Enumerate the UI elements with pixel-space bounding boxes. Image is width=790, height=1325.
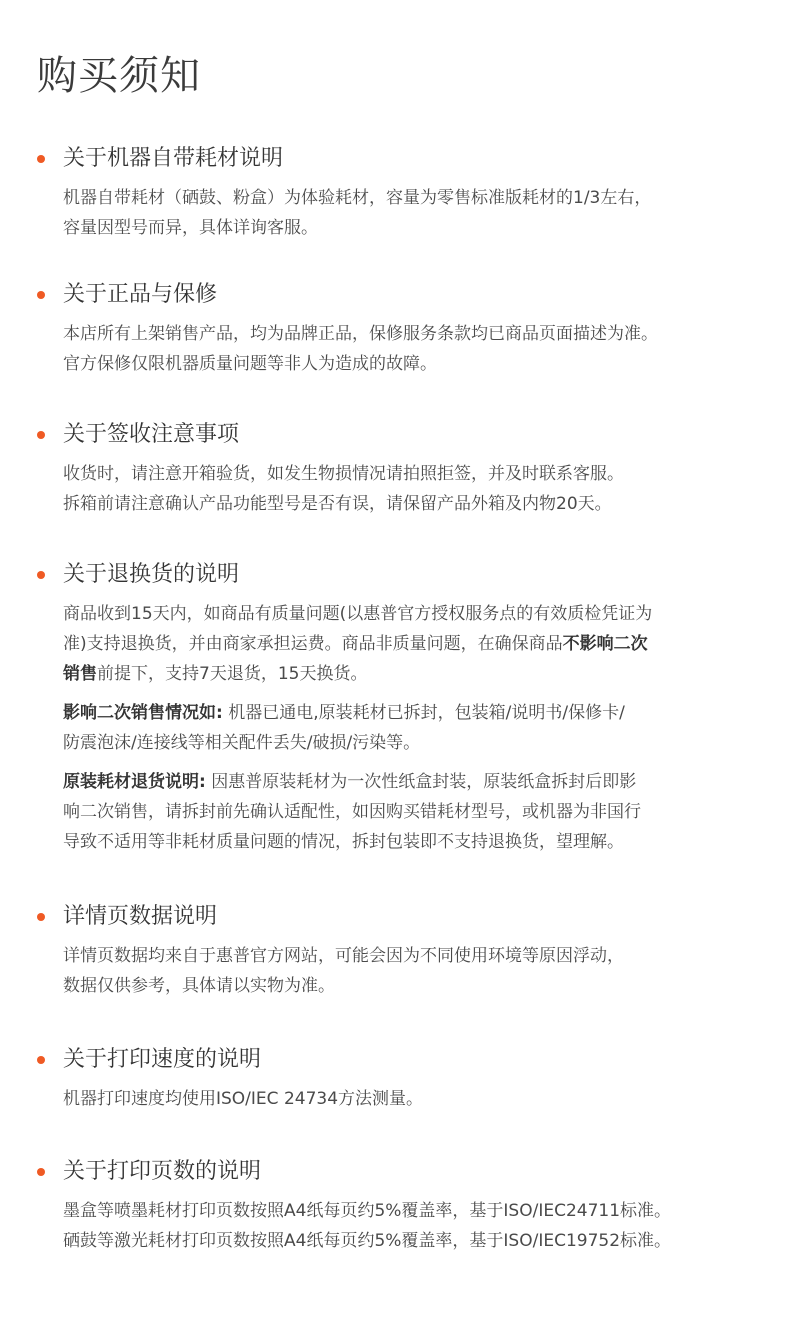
- body-text: 前提下，支持7天退货，15天换货。: [97, 664, 368, 684]
- section-body: [63, 599, 767, 857]
- page-title: 购买须知: [37, 53, 201, 99]
- section-title: 关于打印页数的说明: [63, 1159, 262, 1184]
- body-line: 防震泡沫/连接线等相关配件丢失/破损/污染等。: [63, 733, 421, 753]
- section-body: [63, 1084, 767, 1114]
- section-body: [63, 941, 767, 1001]
- bullet-dot-icon: [37, 155, 45, 163]
- body-line: 导致不适用等非耗材质量问题的情况，拆封包装即不支持退换货，望理解。: [63, 832, 624, 852]
- body-line: 硒鼓等激光耗材打印页数按照A4纸每页约5%覆盖率，基于ISO/IEC19752标准。: [63, 1231, 672, 1251]
- body-line: 详情页数据均来自于惠普官方网站，可能会因为不同使用环境等原因浮动，: [63, 946, 624, 966]
- body-line: [63, 659, 767, 689]
- section-header: [37, 557, 767, 593]
- section-title: 关于机器自带耗材说明: [63, 146, 284, 171]
- returns-policy-paragraph: [63, 599, 767, 689]
- section-title: 详情页数据说明: [63, 904, 218, 929]
- bullet-dot-icon: [37, 571, 45, 579]
- bullet-dot-icon: [37, 1056, 45, 1064]
- section-body: [63, 459, 767, 519]
- emphasis-text: 销售: [63, 664, 97, 684]
- body-line: 商品收到15天内，如商品有质量问题(以惠普官方授权服务点的有效质检凭证为: [63, 604, 653, 624]
- body-line: 数据仅供参考，具体请以实物为准。: [63, 976, 335, 996]
- body-line: 拆箱前请注意确认产品功能型号是否有误，请保留产品外箱及内物20天。: [63, 494, 612, 514]
- section-header: [37, 277, 767, 313]
- body-line: 墨盒等喷墨耗材打印页数按照A4纸每页约5%覆盖率，基于ISO/IEC24711标准。: [63, 1201, 672, 1221]
- section-machine-consumables: [37, 141, 767, 243]
- bullet-dot-icon: [37, 431, 45, 439]
- section-body: [63, 1196, 767, 1256]
- section-body: [63, 319, 767, 379]
- body-line: [63, 629, 767, 659]
- section-title: 关于退换货的说明: [63, 562, 240, 587]
- body-line: 收货时，请注意开箱验货，如发生物损情况请拍照拒签，并及时联系客服。: [63, 464, 624, 484]
- section-print-speed: [37, 1042, 767, 1114]
- body-line: 本店所有上架销售产品，均为品牌正品，保修服务条款均已商品页面描述为准。: [63, 324, 658, 344]
- bullet-dot-icon: [37, 291, 45, 299]
- body-text: 准)支持退换货，并由商家承担运费。商品非质量问题，在确保商品: [63, 634, 563, 654]
- section-genuine-warranty: [37, 277, 767, 379]
- section-header: [37, 141, 767, 177]
- section-returns: [37, 557, 767, 857]
- body-line: [63, 767, 767, 797]
- section-header: [37, 1042, 767, 1078]
- section-title: 关于打印速度的说明: [63, 1047, 262, 1072]
- section-delivery-notes: [37, 417, 767, 519]
- section-header: [37, 899, 767, 935]
- consumables-return-paragraph: [63, 767, 767, 857]
- section-title: 关于正品与保修: [63, 282, 218, 307]
- section-detail-data: [37, 899, 767, 1001]
- body-text: 因惠普原装耗材为一次性纸盒封装，原装纸盒拆封后即影: [205, 772, 637, 792]
- bullet-dot-icon: [37, 1168, 45, 1176]
- body-line: 响二次销售，请拆封前先确认适配性，如因购买错耗材型号，或机器为非国行: [63, 802, 641, 822]
- body-text: 机器已通电,原装耗材已拆封，包装箱/说明书/保修卡/: [222, 703, 625, 723]
- body-line: 容量因型号而异，具体详询客服。: [63, 218, 318, 238]
- body-line: 机器自带耗材（硒鼓、粉盒）为体验耗材，容量为零售标准版耗材的1/3左右，: [63, 188, 652, 208]
- section-title: 关于签收注意事项: [63, 422, 240, 447]
- paragraph-label: 影响二次销售情况如:: [63, 703, 223, 723]
- section-header: [37, 1154, 767, 1190]
- section-header: [37, 417, 767, 453]
- section-body: [63, 183, 767, 243]
- paragraph-label: 原装耗材退货说明:: [63, 772, 206, 792]
- emphasis-text: 不影响二次: [562, 634, 648, 654]
- resale-impact-paragraph: [63, 698, 767, 758]
- body-line: 官方保修仅限机器质量问题等非人为造成的故障。: [63, 354, 437, 374]
- body-line: 机器打印速度均使用ISO/IEC 24734方法测量。: [63, 1089, 424, 1109]
- bullet-dot-icon: [37, 913, 45, 921]
- section-page-yield: [37, 1154, 767, 1256]
- body-line: [63, 698, 767, 728]
